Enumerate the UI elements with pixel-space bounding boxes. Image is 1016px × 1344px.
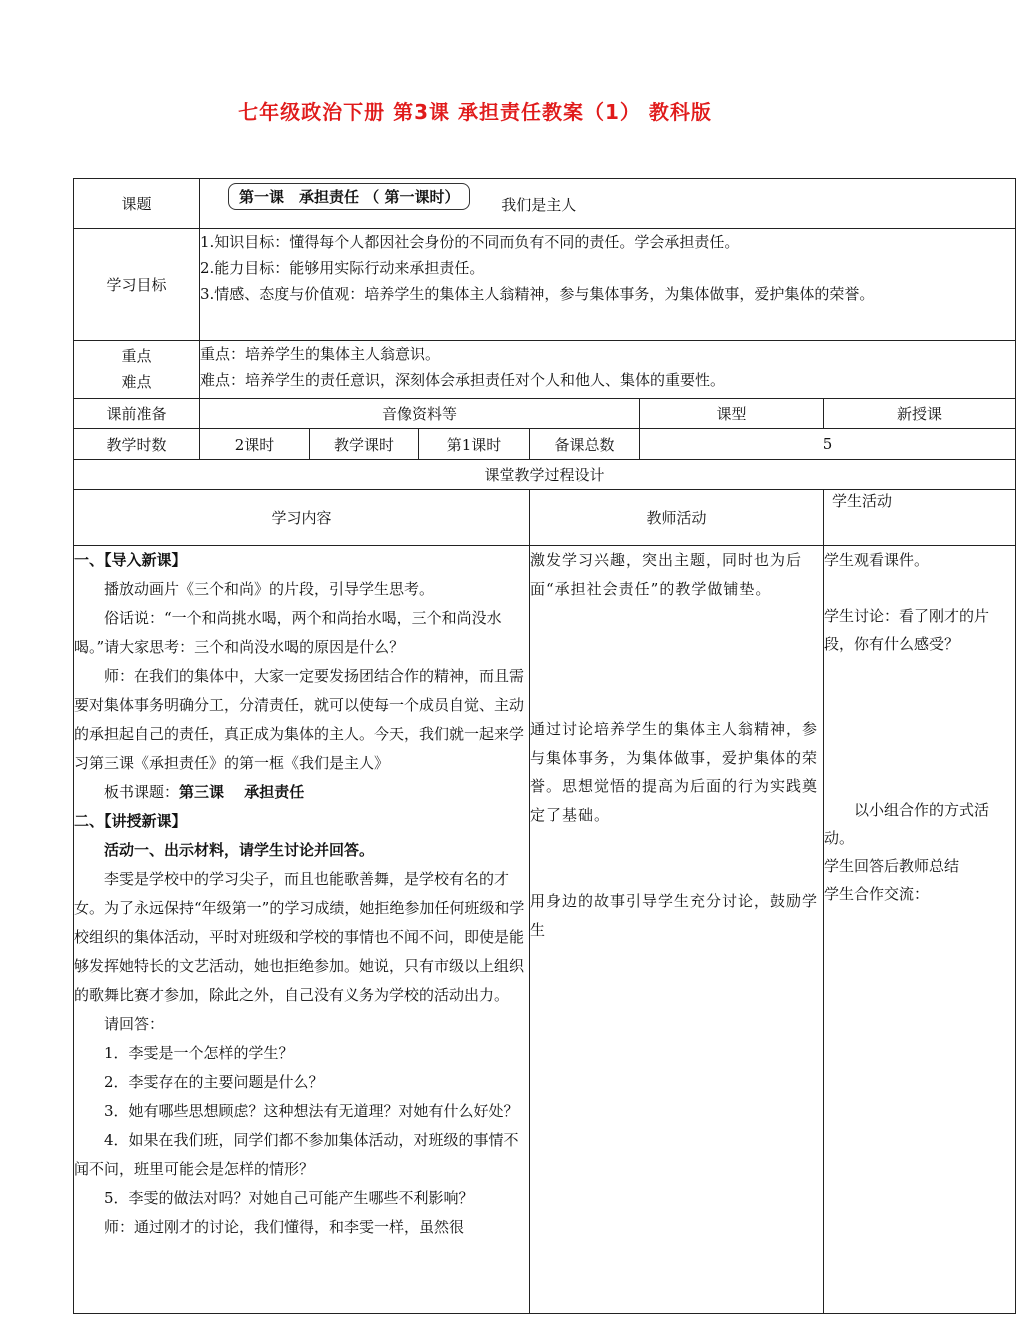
student-activity-1: 学生观看课件。	[824, 551, 930, 569]
key-label-cell	[74, 341, 200, 399]
section1-p2: 俗话说：“一个和尚挑水喝，两个和尚抬水喝，三个和尚没水喝。”请大家思考：三个和尚没水喝的原因是什么？	[74, 609, 502, 656]
question-4: 4．如果在我们班，同学们都不参加集体活动，对班级的事情不闻不问，班里可能会是怎样的情形？	[74, 1131, 519, 1178]
key-point: 重点：培养学生的集体主人翁意识。	[200, 345, 441, 363]
lesson-number-value: 第1课时	[419, 429, 530, 460]
student-activity-2: 学生讨论：看了刚才的片段，你有什么感受？	[824, 607, 990, 653]
topic-boxed-title: 第一课 承担责任 （ 第一课时）	[228, 183, 470, 210]
section1-p3: 师：在我们的集体中，大家一定要发扬团结合作的精神，而且需要对集体事务明确分工，分清责任，就可以使每一个成员自觉、主动的承担起自己的责任，真正成为集体的主人。今天，我们就一起来学习第三课《承担责任》的第一框《我们是主人》	[74, 667, 525, 772]
row-key-points	[74, 341, 1016, 399]
lesson-type-label: 课型	[640, 399, 824, 429]
total-label: 备课总数	[530, 429, 640, 460]
difficult-point: 难点：培养学生的责任意识，深刻体会承担责任对个人和他人、集体的重要性。	[200, 371, 726, 389]
topic-cell	[200, 179, 1016, 229]
student-column-header: 学生活动	[824, 490, 1016, 546]
student-activity-5: 学生合作交流：	[824, 885, 930, 903]
story-text: 李雯是学校中的学习尖子，而且也能歌善舞，是学校有名的才女。为了永远保持“年级第一”的学习成绩，她拒绝参加任何班级和学校组织的集体活动，平时对班级和学校的事情也不闻不问，即使是能够发挥她特长的文艺活动，她也拒绝参加。她说，只有市级以上组织的歌舞比赛才参加，除此之外，自己没有义务为学校的活动出力。	[74, 870, 525, 1004]
activity1-heading: 活动一、出示材料，请学生讨论并回答。	[104, 841, 375, 859]
key-label: 重点	[121, 347, 152, 365]
row-goals	[74, 229, 1016, 341]
total-value: 5	[640, 429, 1016, 460]
goals-cell	[200, 229, 1016, 341]
question-3: 3．她有哪些思想顾虑？这种想法有无道理？对她有什么好处？	[104, 1102, 519, 1120]
row-process-body	[74, 546, 1016, 1314]
teacher-activity-3: 用身边的故事引导学生充分讨论，鼓励学生	[530, 892, 819, 939]
topic-subtitle: 我们是主人	[501, 196, 577, 214]
goals-label: 学习目标	[74, 229, 200, 341]
question-1: 1．李雯是一个怎样的学生？	[104, 1044, 294, 1062]
row-hours	[74, 429, 1016, 460]
difficult-label: 难点	[121, 373, 152, 391]
key-cell	[200, 341, 1016, 399]
row-topic	[74, 179, 1016, 229]
question-5: 5．李雯的做法对吗？对她自己可能产生哪些不利影响？	[104, 1189, 474, 1207]
row-process-header	[74, 460, 1016, 490]
section2-heading: 二、【讲授新课】	[74, 812, 187, 830]
row-column-headers	[74, 490, 1016, 546]
lesson-type-value: 新授课	[824, 399, 1016, 429]
question-2: 2．李雯存在的主要问题是什么？	[104, 1073, 324, 1091]
board-title: 第三课 承担责任	[179, 783, 305, 801]
section1-heading: 一、【导入新课】	[74, 551, 187, 569]
content-column-header: 学习内容	[74, 490, 530, 546]
teacher-column-header: 教师活动	[530, 490, 824, 546]
goal-emotion: 3.情感、态度与价值观：培养学生的集体主人翁精神，参与集体事务，为集体做事，爱护集体的荣誉。	[200, 285, 875, 303]
hours-value: 2课时	[200, 429, 310, 460]
student-cell	[824, 546, 1016, 1314]
teacher-cell	[530, 546, 824, 1314]
board-prefix: 板书课题：	[104, 783, 180, 801]
section1-board	[74, 778, 529, 807]
prep-label: 课前准备	[74, 399, 200, 429]
teacher-activity-2: 通过讨论培养学生的集体主人翁精神，参与集体事务，为集体做事，爱护集体的荣誉。思想觉悟的提高为后面的行为实践奠定了基础。	[530, 720, 819, 824]
ask-text: 请回答：	[104, 1015, 165, 1033]
student-activity-4: 学生回答后教师总结	[824, 857, 960, 875]
lesson-number-label: 教学课时	[310, 429, 419, 460]
teacher-summary-start: 师：通过刚才的讨论，我们懂得，和李雯一样，虽然很	[104, 1218, 465, 1236]
section1-p1: 播放动画片《三个和尚》的片段，引导学生思考。	[104, 580, 435, 598]
topic-label: 课题	[74, 179, 200, 229]
content-cell	[74, 546, 530, 1314]
row-prep	[74, 399, 1016, 429]
lesson-plan-table	[73, 178, 1016, 1314]
prep-value: 音像资料等	[200, 399, 640, 429]
process-header: 课堂教学过程设计	[74, 460, 1016, 490]
hours-label: 教学时数	[74, 429, 200, 460]
goal-ability: 2.能力目标：能够用实际行动来承担责任。	[200, 259, 485, 277]
teacher-activity-1: 激发学习兴趣，突出主题，同时也为后面“承担社会责任”的教学做铺垫。	[530, 551, 803, 598]
goal-knowledge: 1.知识目标：懂得每个人都因社会身份的不同而负有不同的责任。学会承担责任。	[200, 233, 740, 251]
document-title: 七年级政治下册 第3课 承担责任教案（1） 教科版	[238, 100, 712, 124]
student-activity-3: 以小组合作的方式活动。	[824, 801, 990, 847]
